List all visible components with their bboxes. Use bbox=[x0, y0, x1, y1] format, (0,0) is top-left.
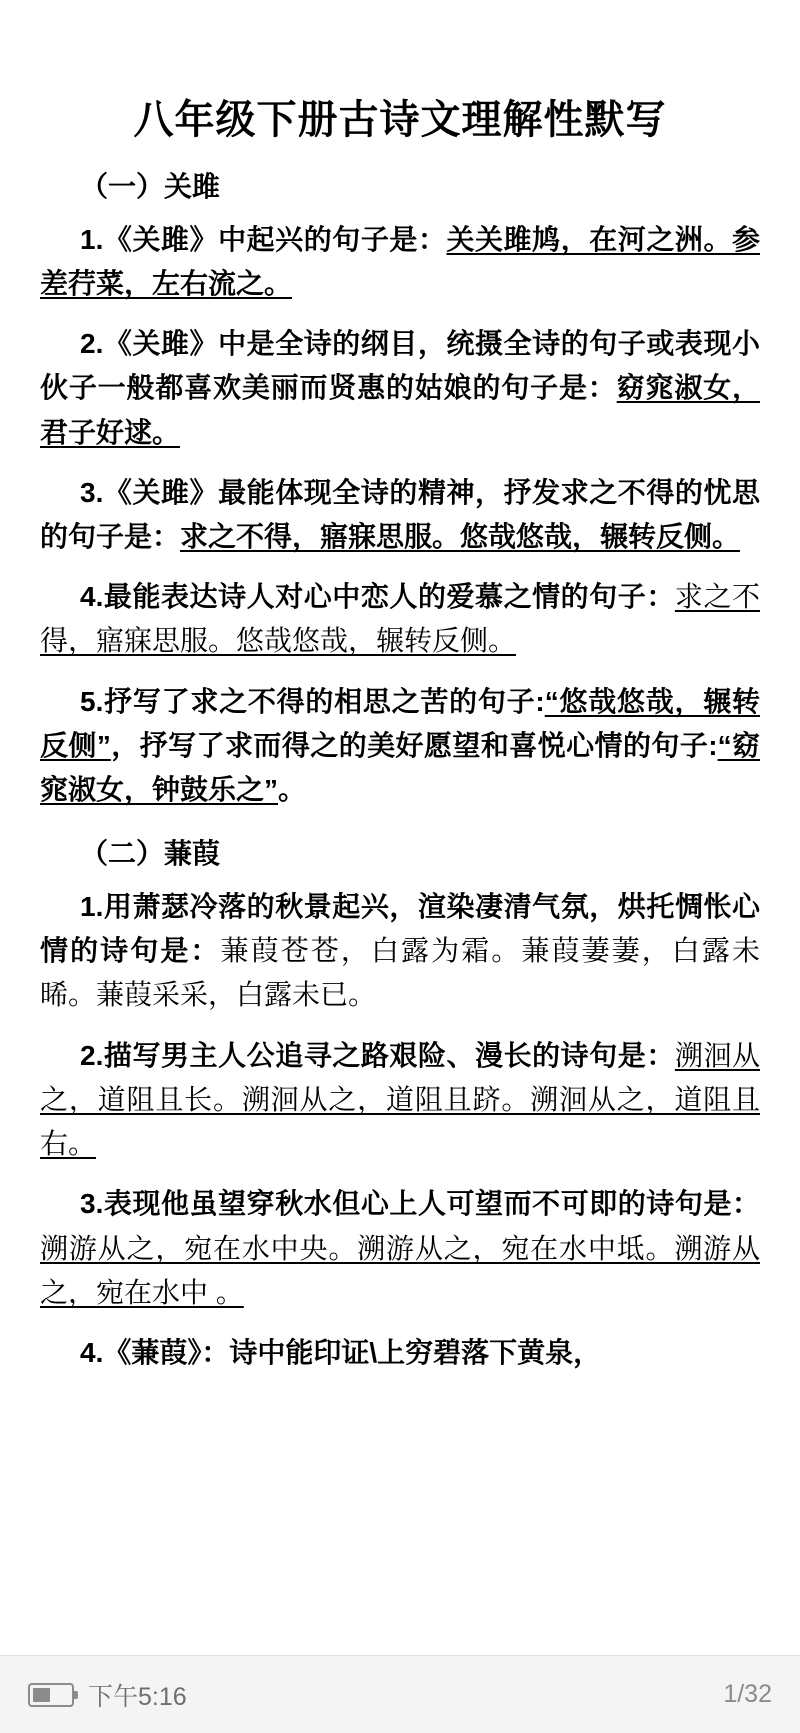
qa-item-1-5 bbox=[40, 680, 760, 813]
question-text: 5.抒写了求之不得的相思之苦的句子: bbox=[80, 685, 545, 717]
question-text: 1.用萧瑟冷落的秋景起兴，渲染凄清气氛，烘托惆怅心情的诗句是： bbox=[40, 891, 760, 967]
page-indicator: 1/32 bbox=[723, 1680, 772, 1708]
section-heading-2: （二）蒹葭 bbox=[80, 838, 221, 870]
qa-item-1-2 bbox=[40, 322, 760, 455]
answer-text: 溯洄从之，道阻且长。溯洄从之，道阻且跻。溯洄从之，道阻且右。 bbox=[40, 1039, 760, 1160]
battery-icon bbox=[28, 1683, 74, 1707]
answer-text: 求之不得，寤寐思服。悠哉悠哉，辗转反侧。 bbox=[40, 581, 760, 657]
answer-text: 蒹葭苍苍，白露为霜。蒹葭萋萋，白露未晞。蒹葭采采，白露未已。 bbox=[40, 935, 760, 1011]
question-text: 2.描写男主人公追寻之路艰险、漫长的诗句是： bbox=[80, 1039, 675, 1071]
question-text: 2.《关雎》中是全诗的纲目，统摄全诗的句子或表现小伙子一般都喜欢美丽而贤惠的姑娘的句子是： bbox=[40, 328, 760, 404]
question-text-2: ，抒写了求而得之的美好愿望和喜悦心情的句子: bbox=[110, 729, 718, 761]
qa-item-2-3 bbox=[40, 1182, 760, 1315]
question-text: 1.《关雎》中起兴的句子是： bbox=[80, 223, 447, 255]
answer-text: 溯游从之，宛在水中央。溯游从之，宛在水中坻。溯游从之，宛在水中 。 bbox=[40, 1232, 760, 1308]
answer-text: 窈窕淑女，君子好逑。 bbox=[40, 372, 760, 448]
clock-label: 下午5:16 bbox=[88, 1682, 187, 1711]
status-bar bbox=[0, 1655, 800, 1733]
answer-text: “悠哉悠哉，辗转反侧” bbox=[40, 685, 760, 761]
qa-item-2-4 bbox=[40, 1331, 760, 1375]
qa-item-1-3 bbox=[40, 471, 760, 559]
answer-text: 求之不得，寤寐思服。悠哉悠哉，辗转反侧。 bbox=[180, 521, 741, 552]
battery-level bbox=[33, 1688, 50, 1702]
question-text: 3.《关雎》最能体现全诗的精神，抒发求之不得的忧思的句子是： bbox=[40, 476, 760, 552]
trailing-punctuation: 。 bbox=[278, 774, 307, 806]
qa-item-2-2 bbox=[40, 1034, 760, 1167]
question-text: 4.最能表达诗人对心中恋人的爱慕之情的句子： bbox=[80, 581, 675, 613]
answer-text: 关关雎鸠，在河之洲。参差荇菜，左右流之。 bbox=[40, 223, 760, 299]
question-text: 4.《蒹葭》：诗中能印证\上穷碧落下黄泉， bbox=[80, 1337, 602, 1369]
qa-item-2-1 bbox=[40, 885, 760, 1018]
qa-item-1-1 bbox=[40, 218, 760, 306]
section-heading-1: （一）关雎 bbox=[80, 171, 221, 202]
question-text: 3.表现他虽望穿秋水但心上人可望而不可即的诗句是： bbox=[80, 1188, 760, 1220]
page-title: 八年级下册古诗文理解性默写 bbox=[133, 98, 667, 142]
answer-text-2: “窈窕淑女，钟鼓乐之” bbox=[40, 729, 760, 806]
qa-item-1-4 bbox=[40, 575, 760, 663]
